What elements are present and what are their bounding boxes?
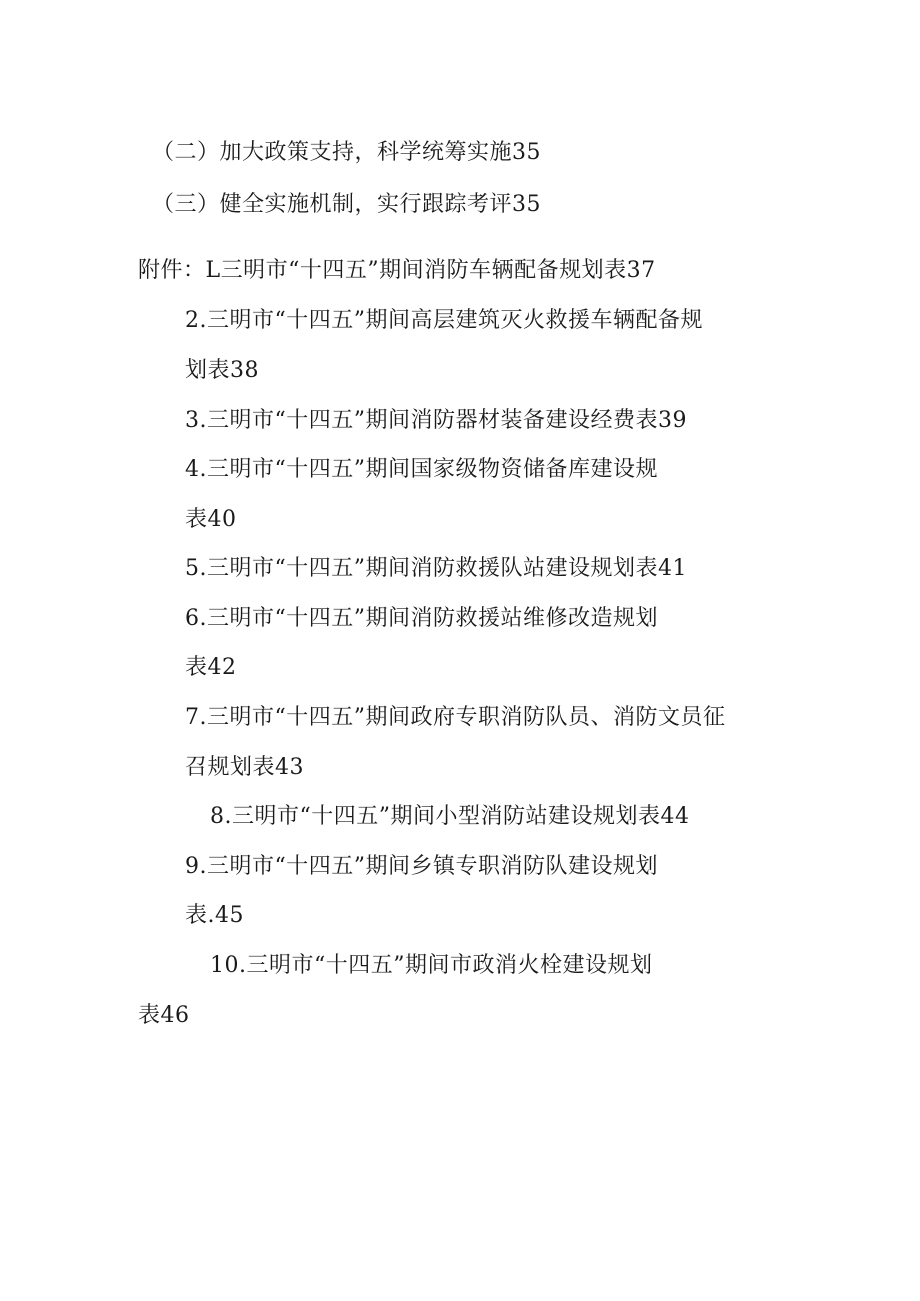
attachment-4-line1: 4.三明市“十四五”期间国家级物资储备库建设规 xyxy=(185,457,658,482)
attachment-9-line2: 表.45 xyxy=(185,903,244,928)
attachment-4-line2: 表40 xyxy=(185,507,237,532)
attachment-10-line1: 10.三明市“十四五”期间市政消火栓建设规划 xyxy=(210,953,653,978)
toc-section-3: （三）健全实施机制，实行跟踪考评35 xyxy=(152,192,541,217)
attachment-6-line2: 表42 xyxy=(185,655,237,680)
attachment-9-line1: 9.三明市“十四五”期间乡镇专职消防队建设规划 xyxy=(185,854,658,879)
attachment-3-line1: 3.三明市“十四五”期间消防器材装备建设经费表39 xyxy=(185,408,687,433)
attachment-2-line2: 划表38 xyxy=(185,358,259,383)
attachment-5-line1: 5.三明市“十四五”期间消防救援队站建设规划表41 xyxy=(185,556,687,581)
attachment-2-line1: 2.三明市“十四五”期间高层建筑灭火救援车辆配备规 xyxy=(185,308,703,333)
attachments-heading: 附件：L三明市“十四五”期间消防车辆配备规划表37 xyxy=(138,258,656,283)
attachment-8-line1: 8.三明市“十四五”期间小型消防站建设规划表44 xyxy=(210,804,690,829)
toc-section-2: （二）加大政策支持，科学统筹实施35 xyxy=(152,140,541,165)
attachment-10-line2: 表46 xyxy=(138,1003,190,1028)
attachment-7-line1: 7.三明市“十四五”期间政府专职消防队员、消防文员征 xyxy=(185,705,726,730)
attachment-7-line2: 召规划表43 xyxy=(185,755,304,780)
attachment-6-line1: 6.三明市“十四五”期间消防救援站维修改造规划 xyxy=(185,606,658,631)
